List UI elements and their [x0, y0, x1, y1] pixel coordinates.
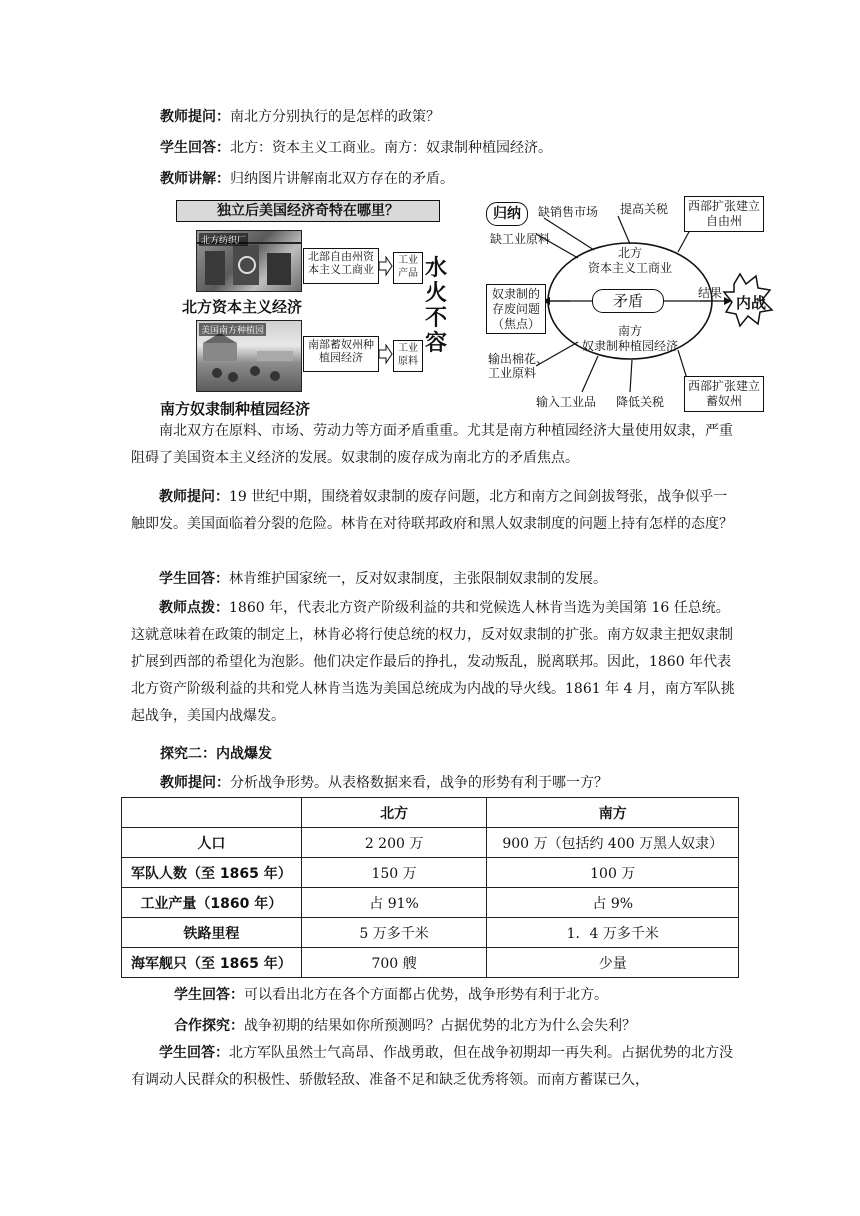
north-arrow [379, 256, 393, 276]
north-output-box: 工业产品 [393, 252, 423, 284]
teacher-question-4 [160, 773, 608, 793]
north-economy-box: 北部自由州资本主义工商业 [303, 248, 379, 284]
label-lack-materials: 缺工业原料 [490, 232, 551, 246]
vertical-char: 火 [424, 281, 447, 306]
slave-state-box: 西部扩张建立蓄奴州 [684, 376, 764, 412]
south-caption: 南方奴隶制种植园经济 [160, 400, 311, 418]
student-answer-2 [131, 566, 739, 593]
line-text: 19 世纪中期，围绕着奴隶制的废存问题，北方和南方之间剑拔弩张，战争似乎一触即发。美国面临着分裂的危险。林肯在对待联邦政府和黑人奴隶制度的问题上持有怎样的态度？ [131, 489, 733, 532]
row-label: 人口 [122, 828, 302, 858]
table-cell: 占 91% [301, 888, 487, 918]
intro-line-3 [160, 169, 454, 189]
south-label: 南方 奴隶制种植园经济 [581, 324, 678, 353]
speaker-label: 教师讲解： [160, 171, 230, 187]
row-label-text: 军队人数（至 1865 年） [131, 865, 292, 882]
speaker-label: 教师点拨： [159, 600, 229, 616]
vertical-char: 容 [424, 331, 447, 356]
table-header-row [122, 798, 739, 828]
row-label [122, 888, 302, 918]
speaker-label: 教师提问： [160, 775, 230, 791]
speaker-label: 教师提问： [159, 489, 229, 505]
row-label-text: 海军舰只（至 1865 年） [131, 955, 292, 972]
slavery-issue-box: 奴隶制的存废问题（焦点） [486, 284, 546, 334]
war-comparison-table [121, 797, 739, 978]
table-cell: 2 200 万 [301, 828, 487, 858]
section-heading: 探究二：内战爆发 [160, 746, 272, 762]
table-row [122, 918, 739, 948]
table-row [122, 828, 739, 858]
student-answer-5 [131, 1040, 739, 1094]
south-photo-caption: 美国南方种植园 [199, 323, 266, 336]
line-text: 南北方分别执行的是怎样的政策？ [230, 109, 440, 125]
speaker-label: 教师提问： [160, 109, 230, 125]
economy-figure [160, 196, 455, 418]
south-output-box: 工业原料 [393, 340, 423, 372]
speaker-label: 合作探究： [174, 1018, 244, 1034]
north-caption: 北方资本主义经济 [182, 298, 303, 316]
teacher-question-2 [131, 484, 739, 538]
row-label-text: 工业产量（1860 年） [140, 895, 283, 912]
north-photo-caption: 北方纺织厂 [199, 233, 248, 246]
student-answer-4 [174, 985, 608, 1005]
north-factory-photo [196, 230, 302, 292]
speaker-label: 学生回答： [174, 987, 244, 1003]
conflict-diagram [482, 196, 774, 414]
speaker-label: 学生回答： [159, 1045, 229, 1061]
label-lack-market: 缺销售市场 [538, 205, 599, 219]
cooperative-inquiry [174, 1016, 636, 1036]
line-text: 归纳图片讲解南北双方存在的矛盾。 [230, 171, 454, 187]
table-cell: 150 万 [301, 858, 487, 888]
label-import-goods: 输入工业品 [536, 395, 597, 409]
speaker-label: 学生回答： [160, 140, 230, 156]
conflict-node: 矛盾 [592, 289, 664, 313]
teacher-hint-3 [131, 595, 739, 730]
label-export-cotton: 输出棉花、工业原料 [488, 352, 549, 380]
table-cell: 1．4 万多千米 [487, 918, 739, 948]
table-cell: 占 9% [487, 888, 739, 918]
header-cell [122, 798, 302, 828]
row-label [122, 858, 302, 888]
figure-title: 独立后美国经济奇特在哪里？ [176, 200, 440, 222]
table-row [122, 888, 739, 918]
table-cell: 700 艘 [301, 948, 487, 978]
table-row [122, 948, 739, 978]
vertical-phrase [424, 256, 448, 356]
result-label: 结果 [698, 286, 723, 300]
row-label: 铁路里程 [122, 918, 302, 948]
table-row [122, 858, 739, 888]
vertical-char: 水 [424, 256, 447, 281]
label-raise-tariff: 提高关税 [620, 202, 669, 216]
line-text: 战争初期的结果如你所预测吗？占据优势的北方为什么会失利？ [244, 1018, 636, 1034]
north-label: 北方 资本主义工商业 [587, 246, 672, 275]
south-arrow [379, 344, 393, 364]
table-cell: 900 万（包括约 400 万黑人奴隶） [487, 828, 739, 858]
intro-line-1 [160, 107, 440, 127]
free-state-box: 西部扩张建立自由州 [684, 196, 764, 232]
table-cell: 100 万 [487, 858, 739, 888]
row-label [122, 948, 302, 978]
intro-line-2 [160, 138, 552, 158]
line-text: 分析战争形势。从表格数据来看，战争的形势有利于哪一方？ [230, 775, 608, 791]
line-text: 1860 年，代表北方资产阶级利益的共和党候选人林肯当选为美国第 16 任总统。这就意味着在政策的制定上，林肯必将行使总统的权力，反对奴隶制的扩张。南方奴隶主把奴隶制扩展到西部的希望化为泡影。他们决定作最后的挣扎，发动叛乱，脱离联邦。因此，1860 年代表北方资产阶级利益的共和党人林肯当选为美国总统成为内战的导火线。1861 年 4 月，南方军队挑起战争，美国内战爆发。 [131, 600, 735, 724]
header-cell: 南方 [487, 798, 739, 828]
header-cell: 北方 [301, 798, 487, 828]
line-text: 北方军队虽然士气高昂、作战勇敢，但在战争初期却一再失利。占据优势的北方没有调动人民群众的积极性、骄傲轻敌、准备不足和缺乏优秀将领。而南方蓄谋已久， [131, 1045, 733, 1088]
table-cell: 少量 [487, 948, 739, 978]
vertical-char: 不 [424, 306, 447, 331]
line-text: 林肯维护国家统一，反对奴隶制度，主张限制奴隶制的发展。 [229, 571, 607, 587]
summary-badge: 归纳 [486, 202, 528, 226]
line-text: 北方：资本主义工商业。南方：奴隶制种植园经济。 [230, 140, 552, 156]
speaker-label: 学生回答： [159, 571, 229, 587]
table-cell: 5 万多千米 [301, 918, 487, 948]
line-text: 可以看出北方在各个方面都占优势，战争形势有利于北方。 [244, 987, 608, 1003]
south-economy-box: 南部蓄奴州种植园经济 [303, 336, 379, 372]
label-lower-tariff: 降低关税 [616, 395, 665, 409]
south-plantation-photo [196, 320, 302, 392]
civil-war-label: 内战 [735, 294, 766, 312]
paragraph-conflict: 南北双方在原料、市场、劳动力等方面矛盾重重。尤其是南方种植园经济大量使用奴隶，严重阻碍了美国资本主义经济的发展。奴隶制的废存成为南北方的矛盾焦点。 [131, 423, 733, 466]
